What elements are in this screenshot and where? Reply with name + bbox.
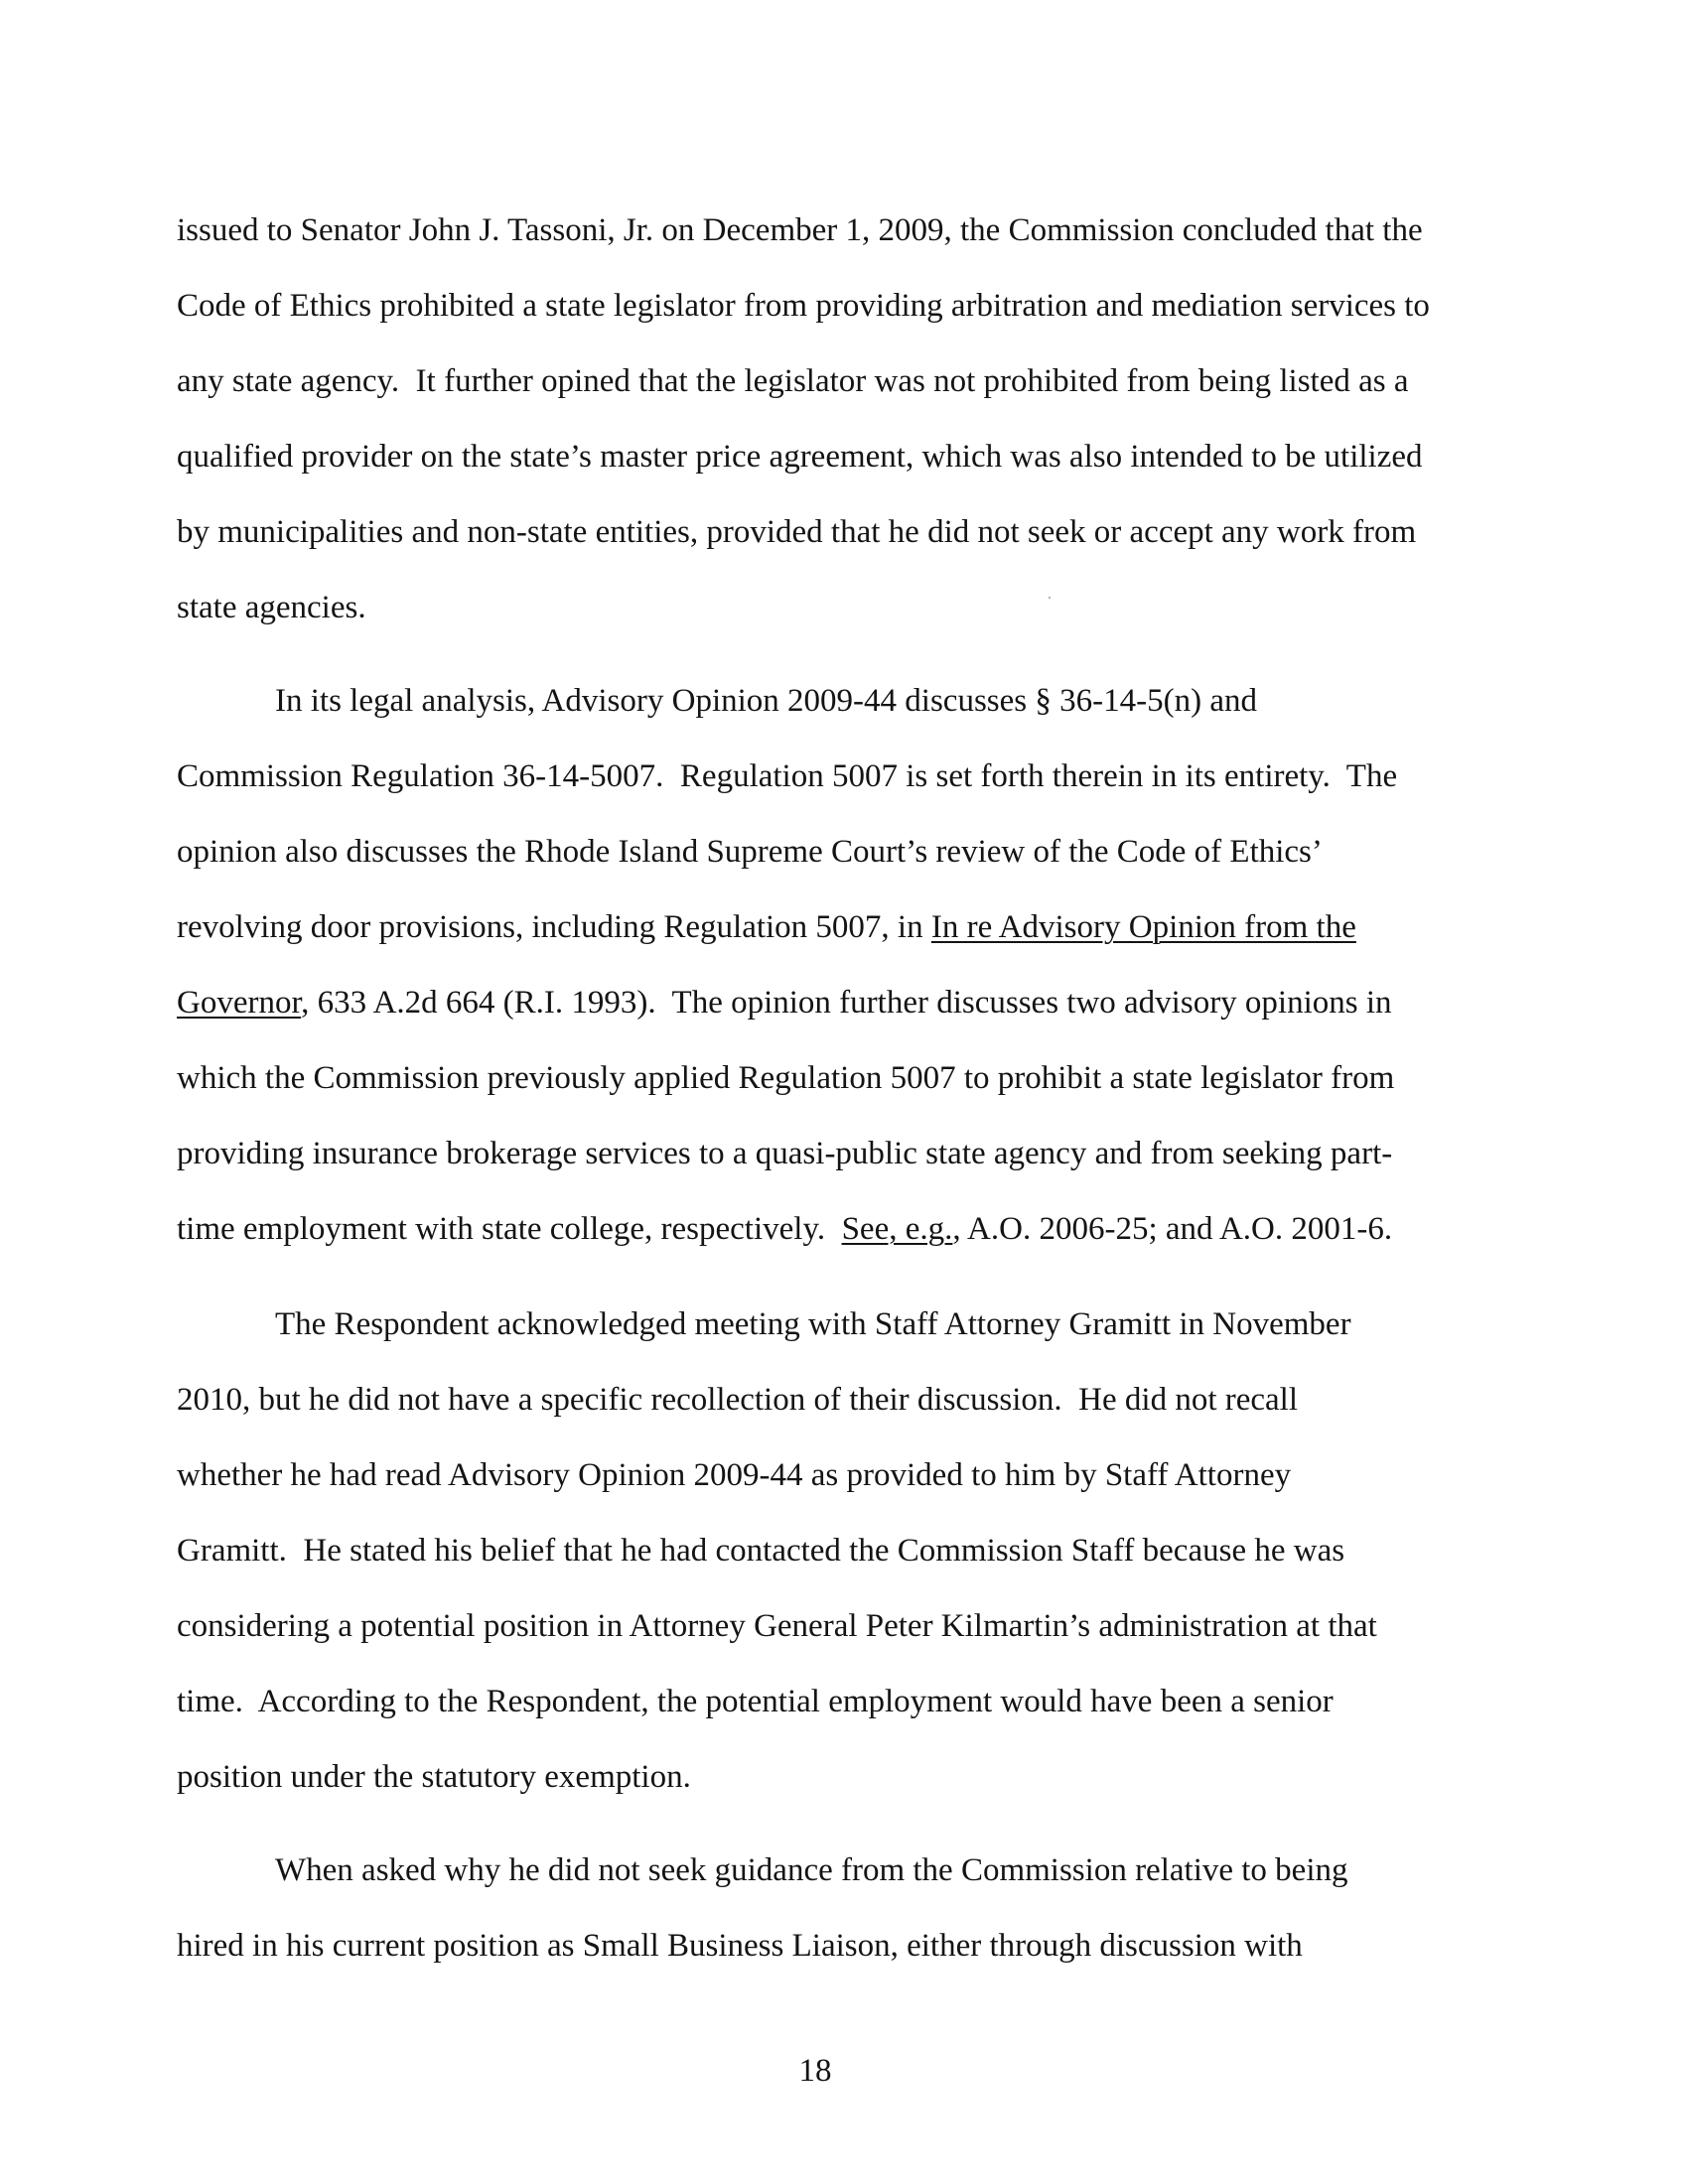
page-number: 18 [798, 2053, 832, 2089]
case-citation-underlined: Governor [177, 985, 302, 1021]
text-line: qualified provider on the state’s master price agreement, which was also intended to be utilized [177, 439, 1423, 475]
text-line: In its legal analysis, Advisory Opinion 2009-44 discusses § 36-14-5(n) and [275, 683, 1257, 719]
text-line: whether he had read Advisory Opinion 2009-44 as provided to him by Staff Attorney [177, 1457, 1292, 1493]
text-line: by municipalities and non-state entities, provided that he did not seek or accept any work from [177, 514, 1417, 550]
text-line: issued to Senator John J. Tassoni, Jr. on December 1, 2009, the Commission concluded that the [177, 212, 1423, 248]
text-line: which the Commission previously applied Regulation 5007 to prohibit a state legislator from [177, 1060, 1395, 1096]
text-line: Gramitt. He stated his belief that he had contacted the Commission Staff because he was [177, 1533, 1345, 1569]
text-line: Code of Ethics prohibited a state legislator from providing arbitration and mediation services to [177, 288, 1430, 324]
text-line: hired in his current position as Small Business Liaison, either through discussion with [177, 1928, 1303, 1964]
text-line: time. According to the Respondent, the potential employment would have been a senior [177, 1684, 1334, 1719]
text-line: 2010, but he did not have a specific recollection of their discussion. He did not recall [177, 1382, 1299, 1418]
text-line: any state agency. It further opined that the legislator was not prohibited from being listed as a [177, 363, 1409, 399]
text-line: position under the statutory exemption. [177, 1759, 691, 1795]
text-line: providing insurance brokerage services to a quasi-public state agency and from seeking part- [177, 1136, 1393, 1171]
text-segment: time employment with state college, respectively. [177, 1211, 842, 1247]
case-citation-underlined: In re Advisory Opinion from the [930, 909, 1356, 945]
text-segment: , A.O. 2006-25; and A.O. 2001-6. [952, 1211, 1393, 1247]
text-line [177, 908, 1356, 946]
text-line [177, 984, 1392, 1022]
text-segment: , 633 A.2d 664 (R.I. 1993). The opinion further discusses two advisory opinions in [301, 985, 1392, 1021]
text-line [177, 1210, 1392, 1248]
text-line: When asked why he did not seek guidance from the Commission relative to being [275, 1852, 1348, 1888]
scan-speck [1049, 597, 1051, 599]
text-line: state agencies. [177, 590, 366, 625]
signal-underlined: See, e.g. [841, 1211, 953, 1247]
text-line: Commission Regulation 36-14-5007. Regulation 5007 is set forth therein in its entirety. The [177, 758, 1398, 794]
text-line: The Respondent acknowledged meeting with Staff Attorney Gramitt in November [275, 1306, 1351, 1342]
text-line: opinion also discusses the Rhode Island Supreme Court’s review of the Code of Ethics’ [177, 834, 1323, 870]
text-segment: revolving door provisions, including Regulation 5007, in [177, 909, 931, 945]
text-line: considering a potential position in Attorney General Peter Kilmartin’s administration at that [177, 1608, 1377, 1644]
